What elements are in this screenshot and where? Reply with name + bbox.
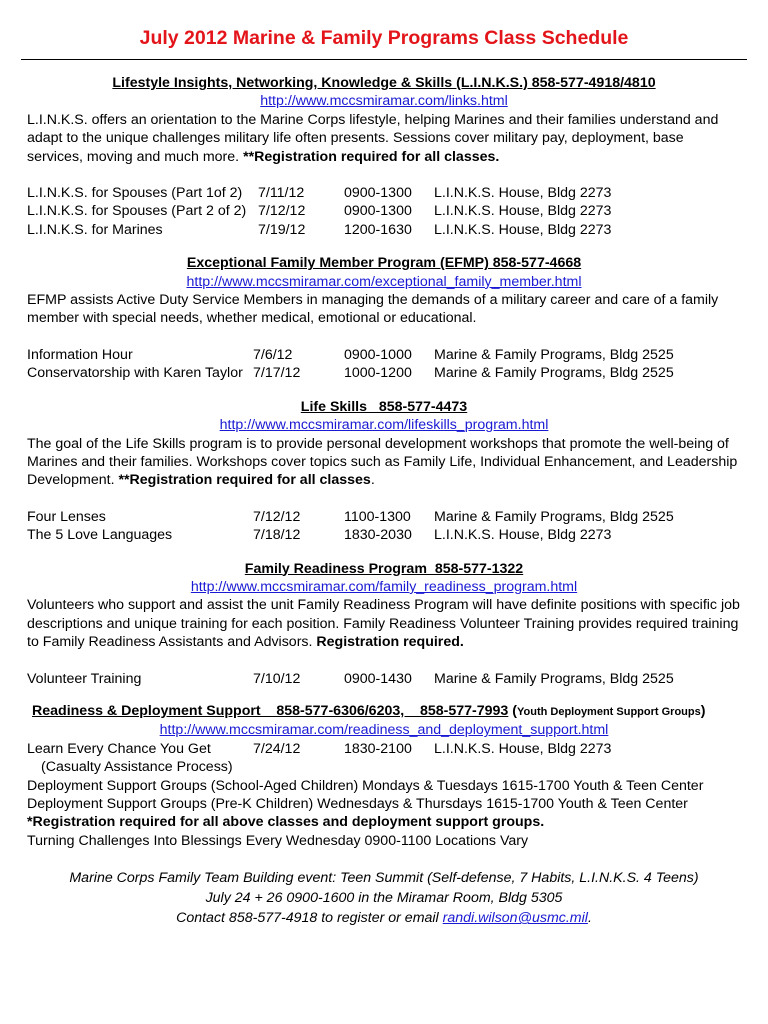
links-class-row: L.I.N.K.S. for Spouses (Part 1of 2) 7/11/12 0900-1300 L.I.N.K.S. House, Bldg 2273 bbox=[27, 185, 612, 202]
lifeskills-class-row: The 5 Love Languages 7/18/12 1830-2030 L.I.N.K.S. House, Bldg 2273 bbox=[27, 527, 612, 544]
frp-url[interactable]: http://www.mccsmiramar.com/family_readiness_program.html bbox=[190, 578, 578, 595]
lifeskills-heading: Life Skills 858-577-4473 bbox=[300, 398, 468, 415]
frp-description: Volunteers who support and assist the unit Family Readiness Program will have definite positions with specific job descriptions and unique training for each position. Family Readiness Volunteer Training provides required training to Family Readiness Assistants and Advisors. Registration required. bbox=[27, 597, 740, 651]
lifeskills-url[interactable]: http://www.mccsmiramar.com/lifeskills_program.html bbox=[219, 417, 549, 434]
efmp-class-row: Conservatorship with Karen Taylor 7/17/12 1000-1200 Marine & Family Programs, Bldg 2525 bbox=[27, 365, 674, 382]
teen-summit-note: Marine Corps Family Team Building event: Teen Summit (Self-defense, 7 Habits, L.I.N.K.S. 4 Teens) July 24 + 26 0900-1600 in the Miramar Room, Bldg 5305 Contact 858-577-4918 to register or email randi.wilson@usmc.mil. bbox=[69, 870, 699, 927]
frp-heading: Family Readiness Program 858-577-1322 bbox=[244, 560, 524, 577]
schedule-page bbox=[27, 0, 741, 928]
rds-prek-groups: Deployment Support Groups (Pre-K Children) Wednesdays & Thursdays 1615-1700 Youth & Teen Center bbox=[27, 796, 688, 812]
frp-class-row: Volunteer Training 7/10/12 0900-1430 Marine & Family Programs, Bldg 2525 bbox=[27, 670, 674, 687]
rds-registration-note: *Registration required for all above classes and deployment support groups. bbox=[27, 814, 545, 831]
rds-school-aged-groups: Deployment Support Groups (School-Aged Children) Mondays & Tuesdays 1615-1700 Youth & Teen Center bbox=[27, 777, 704, 794]
links-description: L.I.N.K.S. offers an orientation to the Marine Corps lifestyle, helping Marines and their families understand and adapt to the unique challenges military life often presents. Sessions cover military pay, deployment, base services, moving and much more. **Registration required for all classes. bbox=[27, 111, 719, 165]
rds-class-row: Learn Every Chance You Get 7/24/12 1830-2100 L.I.N.K.S. House, Bldg 2273 bbox=[27, 740, 612, 757]
efmp-description: EFMP assists Active Duty Service Members in managing the demands of a military career and care of a family member with special needs, whether medical, emotional or educational. bbox=[27, 292, 719, 327]
rds-turning-challenges: Turning Challenges Into Blessings Every Wednesday 0900-1100 Locations Vary bbox=[27, 832, 529, 849]
efmp-heading: Exceptional Family Member Program (EFMP) 858-577-4668 bbox=[186, 255, 582, 272]
links-heading: Lifestyle Insights, Networking, Knowledge & Skills (L.I.N.K.S.) 858-577-4918/4810 bbox=[112, 75, 656, 91]
efmp-url[interactable]: http://www.mccsmiramar.com/exceptional_family_member.html bbox=[186, 273, 582, 290]
lifeskills-class-row: Four Lenses 7/12/12 1100-1300 Marine & Family Programs, Bldg 2525 bbox=[27, 508, 674, 525]
links-class-row: L.I.N.K.S. for Spouses (Part 2 of 2) 7/12/12 0900-1300 L.I.N.K.S. House, Bldg 2273 bbox=[27, 203, 612, 220]
contact-email-link[interactable]: randi.wilson@usmc.mil bbox=[442, 910, 588, 927]
efmp-class-row: Information Hour 7/6/12 0900-1000 Marine & Family Programs, Bldg 2525 bbox=[27, 346, 674, 363]
rds-heading: Readiness & Deployment Support 858-577-6306/6203, 858-577-7993 (Youth Deployment Support Groups) bbox=[32, 702, 706, 719]
rds-class-subtitle: (Casualty Assistance Process) bbox=[41, 759, 233, 776]
links-class-row: L.I.N.K.S. for Marines 7/19/12 1200-1630 L.I.N.K.S. House, Bldg 2273 bbox=[27, 221, 612, 238]
links-url[interactable]: http://www.mccsmiramar.com/links.html bbox=[260, 93, 508, 110]
page-title: July 2012 Marine & Family Programs Class Schedule bbox=[139, 27, 629, 49]
rds-url[interactable]: http://www.mccsmiramar.com/readiness_and_deployment_support.html bbox=[159, 722, 609, 739]
title-divider bbox=[21, 59, 747, 60]
lifeskills-description: The goal of the Life Skills program is to provide personal development workshops that promote the well-being of Marines and their families. Workshops cover topics such as Family Life, Individual Enhancement, and Leadership Development. **Registration required for all classes. bbox=[27, 435, 738, 489]
